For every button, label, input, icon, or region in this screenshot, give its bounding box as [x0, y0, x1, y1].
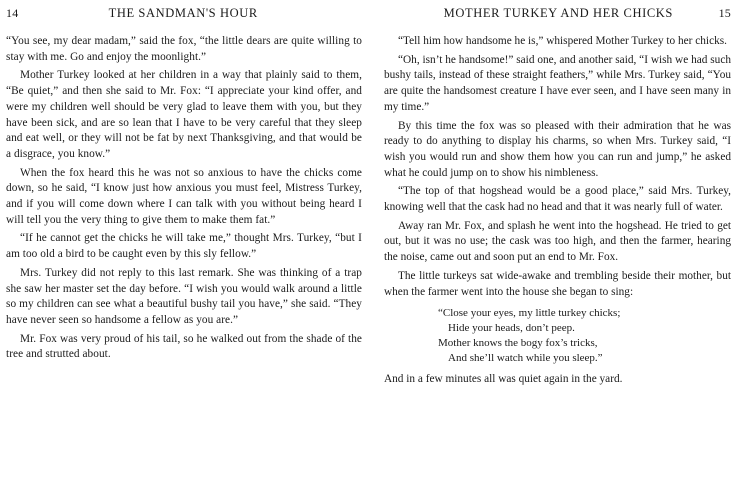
paragraph: Mrs. Turkey did not reply to this last remark. She was thinking of a trap she saw her master set the day before. “I wish you would walk around a little so my children can see what a beautiful bushy tail you have,” she said. “They have never seen so handsome a fellow as you are.” [6, 266, 362, 326]
verse-line: Hide your heads, don’t peep. [448, 322, 575, 335]
paragraph: When the fox heard this he was not so anxious to have the chicks come down, so he said, “I know just how anxious you must feel, Mistress Turkey, and if you will come down where I can talk with you without being heard I will tell you the very thing to give them to make them fat.” [6, 166, 362, 226]
left-running-title: THE SANDMAN'S HOUR [108, 6, 258, 20]
paragraph: And in a few minutes all was quiet again in the yard. [384, 373, 623, 386]
paragraph: The little turkeys sat wide-awake and trembling beside their mother, but when the farmer went into the house she began to sing: [384, 269, 731, 298]
paragraph: “Oh, isn’t he handsome!” said one, and another said, “I wish we had such bushy tails, instead of these straight feathers,” while Mrs. Turkey said, “You are quite the handsomest creature I have ever seen, and I have seen many in my time.” [384, 53, 731, 113]
right-page [370, 0, 737, 493]
right-page-number: 15 [718, 6, 731, 20]
verse-line: “Close your eyes, my little turkey chicks; [438, 307, 621, 320]
paragraph: By this time the fox was so pleased with their admiration that he was ready to do anything to display his charms, so when Mrs. Turkey said, “I wish you would run and show them how you can run and jump,” he asked what he could jump on to show his nimbleness. [384, 119, 731, 179]
left-page-number: 14 [6, 6, 19, 20]
right-running-head [384, 6, 731, 26]
verse-block [438, 306, 731, 366]
paragraph: “The top of that hogshead would be a good place,” said Mrs. Turkey, knowing well that the cask had no head and that it was nearly full of water. [384, 185, 731, 214]
paragraph: Mother Turkey looked at her children in a way that plainly said to them, “Be quiet,” and then she said to Mr. Fox: “I appreciate your kind offer, and were my children well should be very glad to leave them with you, but they have been sick, and are so lean that I have to be very careful that they sleep and eat well, or they will not be fat by next Thanksgiving, and that would be a disgrace, you know.” [6, 69, 362, 160]
right-page-body [384, 34, 731, 388]
left-running-head [6, 6, 362, 26]
verse-line: Mother knows the bogy fox’s tricks, [438, 337, 598, 350]
paragraph: Away ran Mr. Fox, and splash he went into the hogshead. He tried to get out, but it was no use; the cask was too high, and then the farmer, hearing the noise, came out and soon put an end to Mr. Fox. [384, 219, 731, 264]
paragraph: “Tell him how handsome he is,” whispered Mother Turkey to her chicks. [398, 35, 727, 47]
paragraph: Mr. Fox was very proud of his tail, so he walked out from the shade of the tree and strutted about. [6, 332, 362, 361]
verse-line: And she’ll watch while you sleep.” [448, 352, 603, 365]
paragraph: “You see, my dear madam,” said the fox, “the little dears are quite willing to stay with me. Go and enjoy the moonlight.” [6, 35, 362, 63]
right-running-title: MOTHER TURKEY AND HER CHICKS [443, 6, 673, 20]
paragraph: “If he cannot get the chicks he will take me,” thought Mrs. Turkey, “but I am too old a bird to be caught even by this sly fellow.” [6, 232, 362, 261]
left-page-body [6, 34, 362, 363]
